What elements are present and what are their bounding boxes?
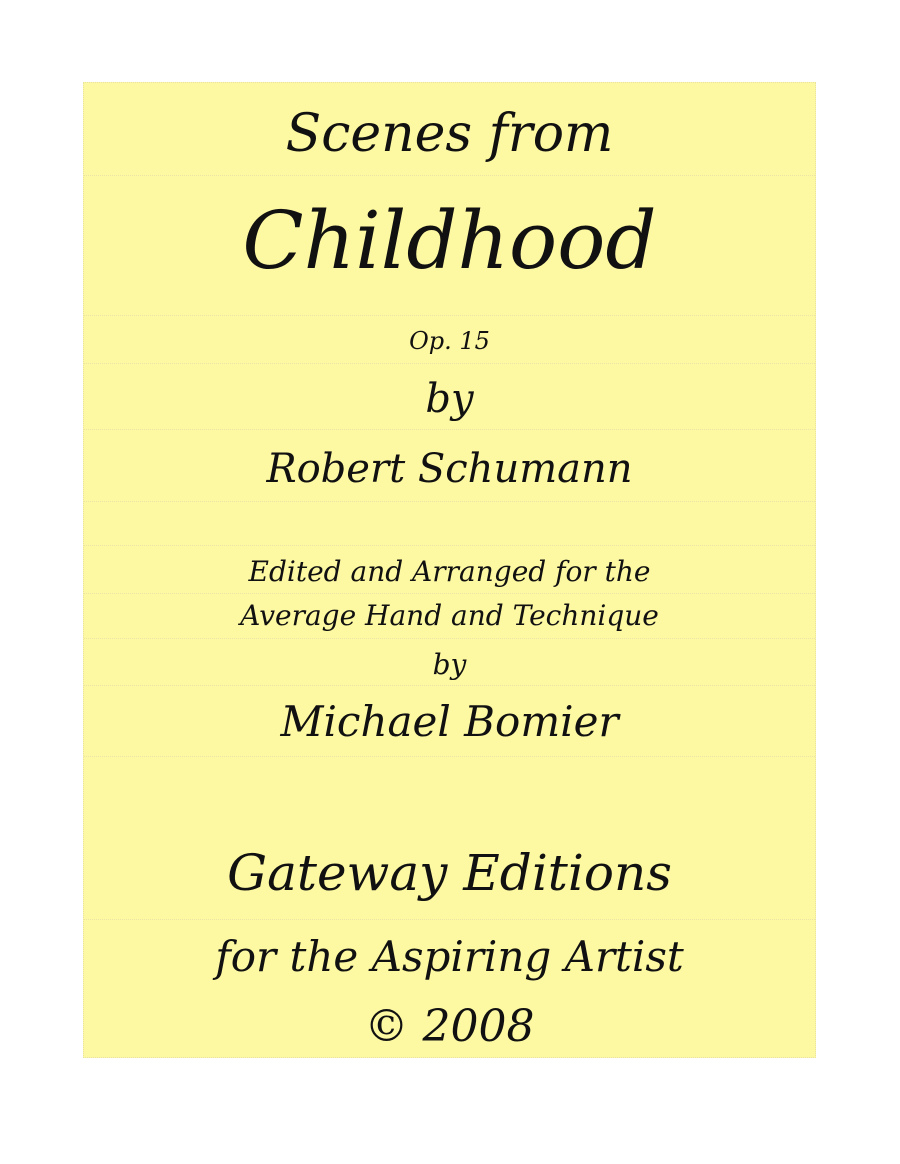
copyright-notice: © 2008	[364, 1001, 535, 1052]
divider-line	[84, 501, 815, 502]
publisher-name: Gateway Editions	[227, 844, 672, 902]
divider-line	[84, 638, 815, 639]
divider-line	[84, 175, 815, 176]
divider-line	[84, 593, 815, 594]
divider-line	[84, 315, 815, 316]
edition-note-line-2: Average Hand and Technique	[240, 599, 659, 632]
edition-note-line-1: Edited and Arranged for the	[248, 555, 651, 588]
title-line-2: Childhood	[242, 194, 657, 287]
divider-line	[84, 545, 815, 546]
divider-line	[84, 685, 815, 686]
divider-line	[84, 756, 815, 757]
divider-line	[84, 363, 815, 364]
composer-name: Robert Schumann	[266, 446, 633, 492]
cover-panel	[83, 82, 816, 1058]
opus-number: Op. 15	[409, 327, 490, 355]
divider-line	[84, 919, 815, 920]
arranger-name: Michael Bomier	[280, 697, 619, 746]
title-line-1: Scenes from	[285, 104, 614, 164]
by-arranger-label: by	[432, 648, 467, 681]
publisher-tagline: for the Aspiring Artist	[215, 932, 684, 981]
divider-line	[84, 429, 815, 430]
by-composer-label: by	[425, 376, 474, 422]
